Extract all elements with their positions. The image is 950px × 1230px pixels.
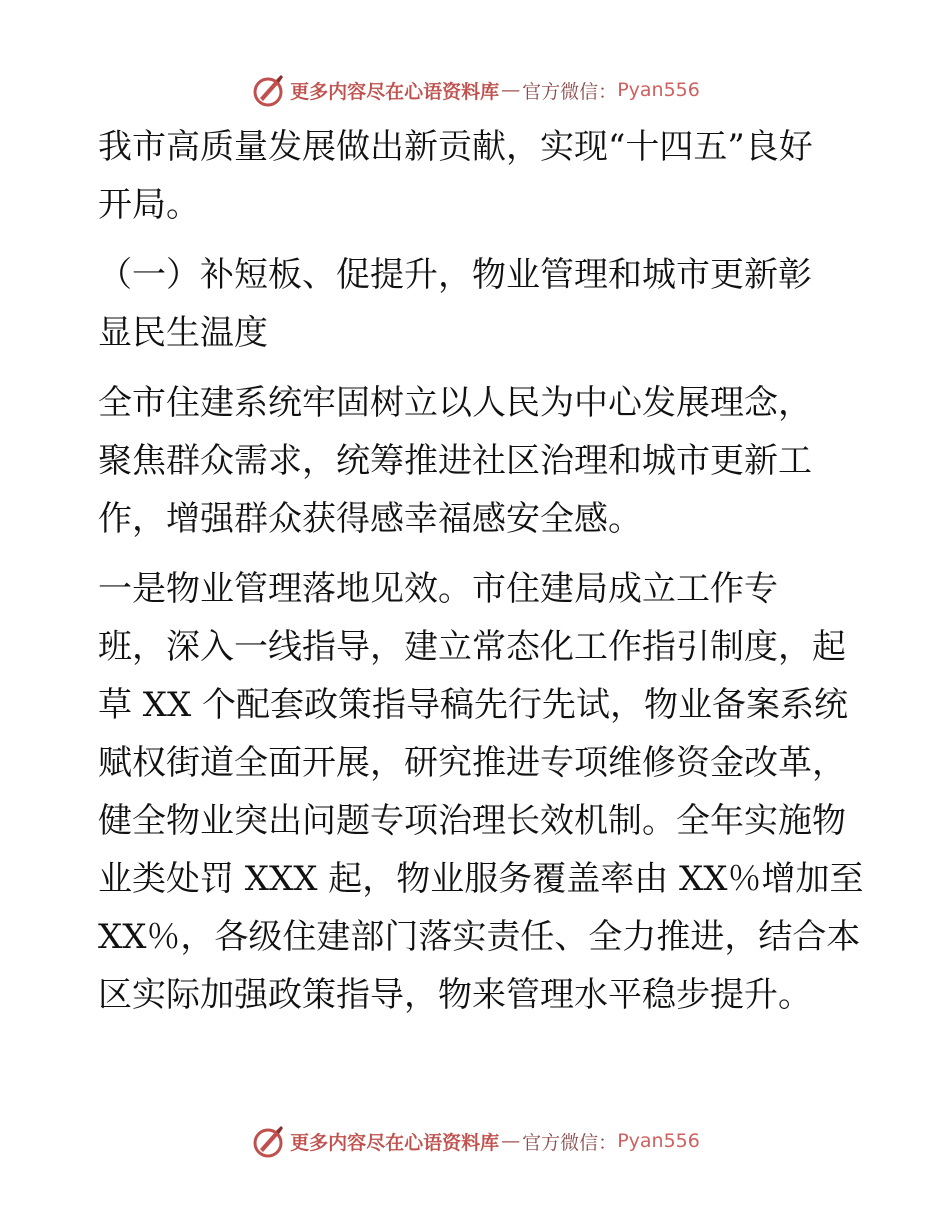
text-line: 业类处罚 XXX 起，物业服务覆盖率由 XX％增加至 xyxy=(98,859,864,899)
quill-circle-icon xyxy=(250,1123,286,1159)
text-line: XX％，各级住建部门落实责任、全力推进，结合本 xyxy=(98,917,861,957)
document-body xyxy=(98,118,864,1024)
text-line: 聚焦群众需求，统筹推进社区治理和城市更新工 xyxy=(98,441,812,481)
text-line: 开局。 xyxy=(98,185,200,225)
text-line: （一）补短板、促提升，物业管理和城市更新彰 xyxy=(98,255,812,295)
text-line: 作，增强群众获得感幸福感安全感。 xyxy=(98,499,642,539)
header-watermark xyxy=(0,70,950,110)
section-heading xyxy=(98,246,858,362)
text-line: 我市高质量发展做出新贡献，实现“十四五”良好 xyxy=(98,127,813,167)
footer-watermark xyxy=(0,1121,950,1161)
watermark-official-label: 官方微信： xyxy=(522,1131,618,1154)
watermark-wechat-id: Pyan556 xyxy=(617,79,700,101)
text-line: 草 XX 个配套政策指导稿先行先试，物业备案系统 xyxy=(98,685,849,725)
paragraph-intro-end xyxy=(98,118,858,234)
quill-circle-icon xyxy=(250,72,286,108)
paragraph-property-management xyxy=(98,560,864,1024)
watermark-official-label: 官方微信： xyxy=(522,80,618,103)
watermark-separator: — xyxy=(501,79,521,101)
text-line: 区实际加强政策指导，物来管理水平稳步提升。 xyxy=(98,975,812,1015)
text-line: 班，深入一线指导，建立常态化工作指引制度，起 xyxy=(98,627,846,667)
text-line: 赋权街道全面开展，研究推进专项维修资金改革， xyxy=(98,743,846,783)
watermark-wechat-id: Pyan556 xyxy=(617,1130,700,1152)
text-line: 一是物业管理落地见效。市住建局成立工作专 xyxy=(98,569,778,609)
paragraph-overview xyxy=(98,374,858,548)
watermark-brand: 更多内容尽在心语资料库 xyxy=(290,80,500,103)
text-line: 全市住建系统牢固树立以人民为中心发展理念， xyxy=(98,383,812,423)
text-line: 健全物业突出问题专项治理长效机制。全年实施物 xyxy=(98,801,846,841)
watermark-separator: — xyxy=(501,1130,521,1152)
text-line: 显民生温度 xyxy=(98,313,268,353)
watermark-brand: 更多内容尽在心语资料库 xyxy=(290,1131,500,1154)
